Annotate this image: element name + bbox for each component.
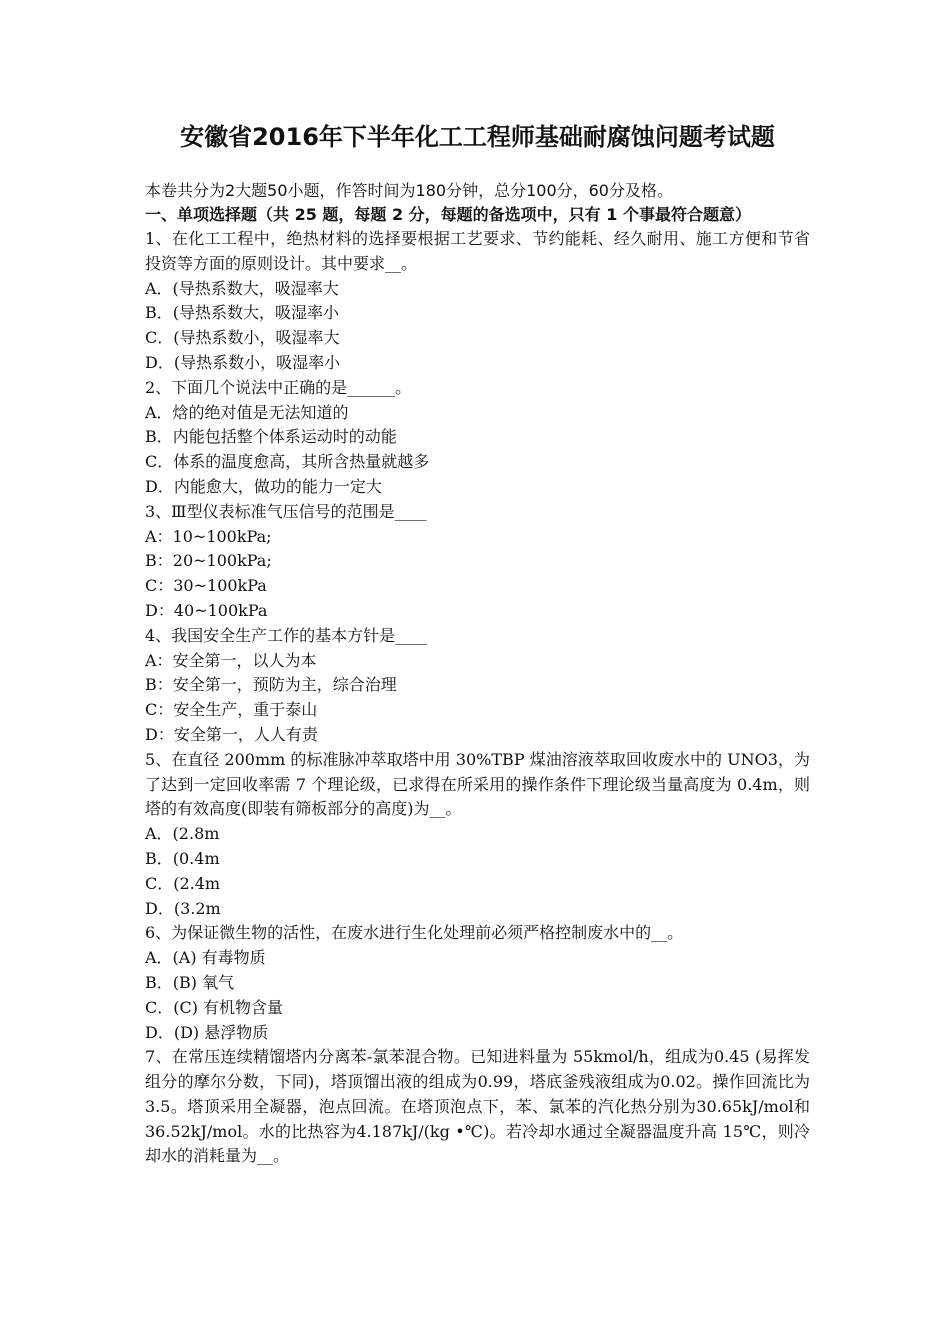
- answer-option: B．内能包括整个体系运动时的动能: [145, 427, 397, 447]
- answer-option: D．内能愈大，做功的能力一定大: [145, 476, 382, 496]
- answer-option: C：安全生产，重于泰山: [145, 700, 318, 720]
- answer-option: A：安全第一，以人为本: [145, 650, 317, 670]
- answer-option: B．(导热系数大，吸湿率小: [145, 303, 340, 323]
- document-title: 安徽省2016年下半年化工工程师基础耐腐蚀问题考试题: [180, 123, 775, 151]
- question-stem-5: 5、在直径 200mm 的标准脉冲萃取塔中用 30%TBP 煤油溶液萃取回收废水中的 UNO3，为了达到一定回收率需 7 个理论级，已求得在所采用的操作条件下理论级当量高度为 0.4m，则塔的有效高度(即装有筛板部分的高度)为__。: [145, 749, 810, 819]
- answer-option: C．体系的温度愈高，其所含热量就越多: [145, 452, 430, 472]
- answer-option: C：30~100kPa: [145, 576, 267, 596]
- answer-option: D：40~100kPa: [145, 600, 268, 620]
- answer-option: D．(3.2m: [145, 898, 221, 918]
- answer-option: D．(导热系数小，吸湿率小: [145, 352, 341, 372]
- answer-option: A．(A) 有毒物质: [145, 948, 266, 968]
- answer-option: C．(C) 有机物含量: [145, 997, 284, 1017]
- answer-option: C．(2.4m: [145, 873, 221, 893]
- answer-option: B．(B) 氧气: [145, 972, 235, 992]
- question-stem-4: 4、我国安全生产工作的基本方针是____: [145, 625, 428, 645]
- section-heading: 一、单项选择题（共 25 题，每题 2 分，每题的备选项中，只有 1 个事最符合题意）: [145, 205, 751, 224]
- question-stem-2: 2、下面几个说法中正确的是______。: [145, 377, 412, 397]
- answer-option: C．(导热系数小，吸湿率大: [145, 328, 340, 348]
- answer-option: D：安全第一，人人有责: [145, 724, 318, 744]
- question-stem-7: 7、在常压连续精馏塔内分离苯-氯苯混合物。已知进料量为 55kmol/h，组成为0.45 (易挥发组分的摩尔分数，下同)，塔顶馏出液的组成为0.99，塔底釜残液组成为0.02。操作回流比为3.5。塔顶采用全凝器，泡点回流。在塔顶泡点下，苯、氯苯的汽化热分别为30.65kJ/mol和36.52kJ/mol。水的比热容为4.187kJ/(kg •℃)。若冷却水通过全凝器温度升高 15℃，则冷却水的消耗量为__。: [145, 1047, 810, 1166]
- answer-option: A：10~100kPa;: [145, 526, 272, 546]
- answer-option: B．(0.4m: [145, 848, 220, 868]
- answer-option: B：安全第一，预防为主，综合治理: [145, 675, 397, 695]
- question-list: [145, 227, 810, 1169]
- document-page: [145, 118, 810, 1169]
- question-stem-6: 6、为保证微生物的活性，在废水进行生化处理前必须严格控制废水中的__。: [145, 923, 684, 943]
- answer-option: A．(导热系数大，吸湿率大: [145, 278, 339, 298]
- exam-intro: 本卷共分为2大题50小题，作答时间为180分钟，总分100分，60分及格。: [145, 181, 673, 200]
- question-stem-3: 3、Ⅲ型仪表标准气压信号的范围是____: [145, 501, 427, 521]
- answer-option: B：20~100kPa;: [145, 551, 272, 571]
- answer-option: D．(D) 悬浮物质: [145, 1022, 269, 1042]
- answer-option: A．焓的绝对值是无法知道的: [145, 402, 349, 422]
- question-stem-1: 1、在化工工程中，绝热材料的选择要根据工艺要求、节约能耗、经久耐用、施工方便和节省投资等方面的原则设计。其中要求__。: [145, 229, 810, 273]
- answer-option: A．(2.8m: [145, 824, 220, 844]
